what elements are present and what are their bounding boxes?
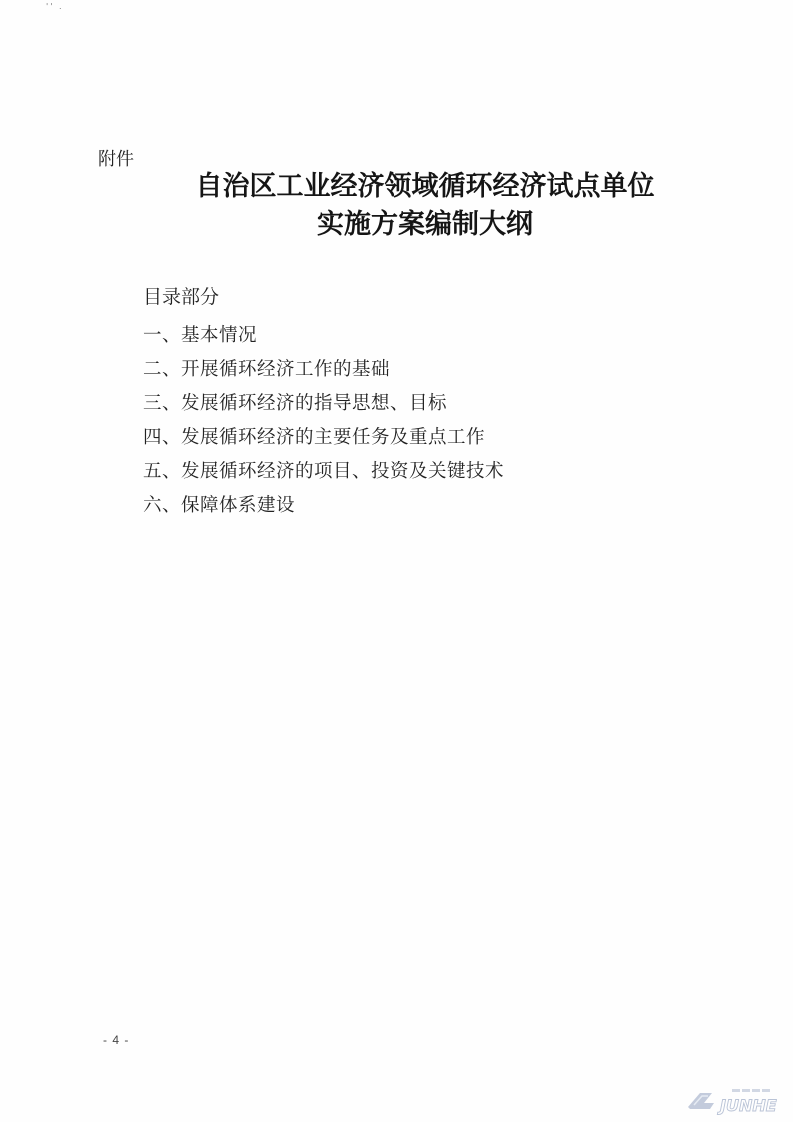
table-of-contents (143, 284, 663, 523)
document-title (100, 168, 750, 244)
title-line-1: 自治区工业经济领域循环经济试点单位 (195, 171, 655, 202)
page-number: - 4 - (103, 1033, 130, 1047)
toc-item-2: 二、开展循环经济工作的基础 (143, 359, 391, 380)
junhe-logo-icon (686, 1085, 786, 1115)
toc-item-3: 三、发展循环经济的指导思想、目标 (143, 393, 448, 414)
watermark-logo (686, 1085, 786, 1115)
scan-speck: '' . (46, 2, 64, 11)
toc-item-1: 一、基本情况 (143, 325, 258, 346)
toc-list (143, 319, 663, 523)
toc-heading: 目录部分 (143, 286, 220, 308)
toc-item-4: 四、发展循环经济的主要任务及重点工作 (143, 427, 486, 448)
attachment-label: 附件 (98, 149, 134, 170)
svg-text:JUNHE: JUNHE (720, 1096, 777, 1115)
toc-item-5: 五、发展循环经济的项目、投资及关键技术 (143, 461, 505, 482)
toc-item-6: 六、保障体系建设 (143, 495, 296, 516)
title-line-2: 实施方案编制大纲 (317, 209, 533, 240)
